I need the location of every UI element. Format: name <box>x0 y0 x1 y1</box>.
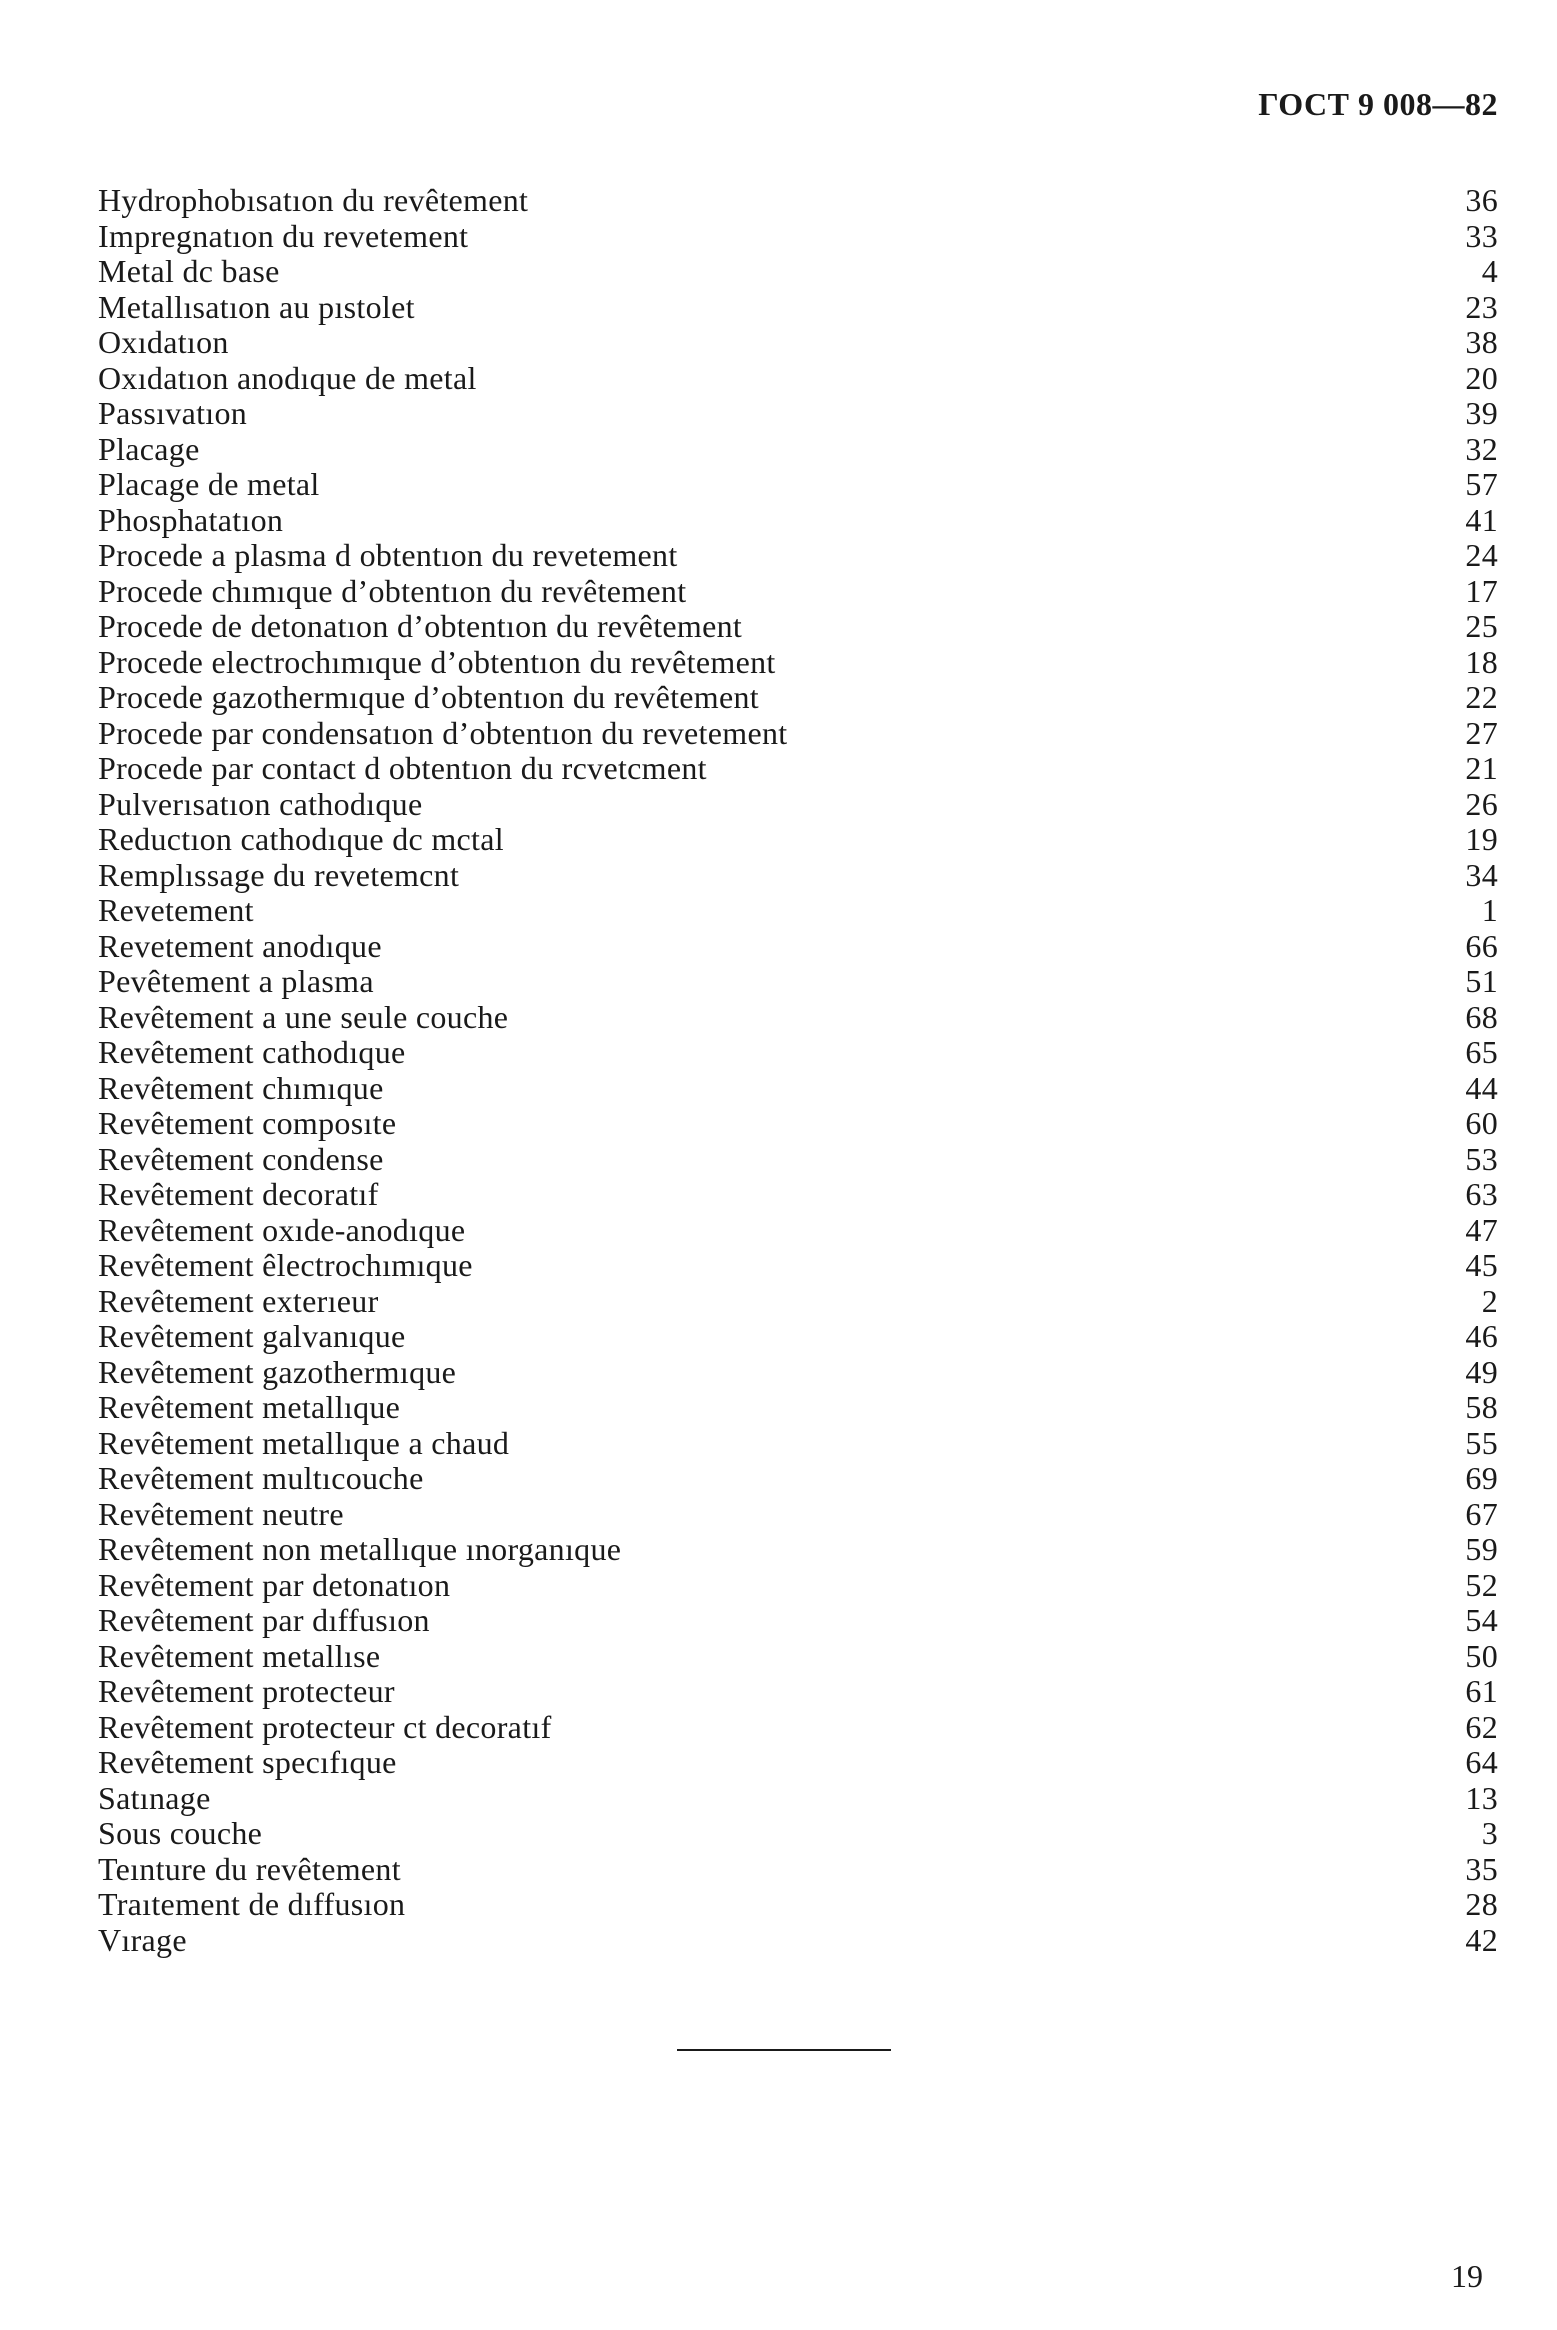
index-reference-number: 50 <box>1465 1637 1498 1674</box>
index-term: Procede par condensatıon d’obtentıon du revetement <box>98 714 788 751</box>
index-reference-number: 61 <box>1465 1673 1498 1709</box>
index-reference-number: 19 <box>1465 821 1498 857</box>
index-reference-number: 3 <box>1481 1815 1498 1851</box>
index-entry <box>98 1106 1498 1142</box>
index-entry <box>98 1887 1498 1923</box>
index-entry <box>98 1000 1498 1036</box>
index-term: Oxıdatıon anodıque de metal <box>98 359 477 396</box>
index-reference-number: 53 <box>1465 1140 1498 1177</box>
index-entry <box>98 1816 1498 1852</box>
index-term: Revêtement non metallıque ınorganıque <box>98 1531 622 1567</box>
index-entry <box>98 1603 1498 1639</box>
index-entry <box>98 1390 1498 1426</box>
index-term: Reductıon cathodıque dc mctal <box>98 821 504 857</box>
index-reference-number: 28 <box>1465 1886 1498 1922</box>
index-entry <box>98 716 1498 752</box>
index-entry <box>98 1355 1498 1391</box>
index-entry <box>98 1923 1498 1959</box>
index-reference-number: 62 <box>1465 1708 1498 1745</box>
index-reference-number: 63 <box>1465 1176 1498 1212</box>
index-term: Revêtement neutre <box>98 1495 344 1532</box>
index-term: Oxıdatıon <box>98 324 229 360</box>
index-term: Revêtement composıte <box>98 1105 397 1141</box>
index-entry <box>98 1284 1498 1320</box>
index-term: Impregnatıon du revetement <box>98 217 469 254</box>
index-entry <box>98 361 1498 397</box>
index-reference-number: 51 <box>1465 963 1498 999</box>
index-term: Satınage <box>98 1779 211 1816</box>
index-entry <box>98 964 1498 1000</box>
index-entry <box>98 858 1498 894</box>
index-reference-number: 45 <box>1465 1247 1498 1283</box>
index-reference-number: 41 <box>1465 501 1498 538</box>
index-reference-number: 24 <box>1465 537 1498 573</box>
index-term: Revêtement multıcouche <box>98 1460 424 1496</box>
index-term: Revêtement oxıde-anodıque <box>98 1211 466 1248</box>
index-term: Sous couche <box>98 1815 263 1851</box>
index-entry <box>98 1213 1498 1249</box>
index-term: Procede electrochımıque d’obtentıon du revêtement <box>98 643 776 680</box>
index-term: Pulverısatıon cathodıque <box>98 785 423 822</box>
index-reference-number: 20 <box>1465 359 1498 396</box>
index-entry <box>98 822 1498 858</box>
document-header: ГОСТ 9 008—82 <box>1258 86 1498 122</box>
index-entry <box>98 1639 1498 1675</box>
index-reference-number: 27 <box>1465 714 1498 751</box>
index-entry <box>98 1532 1498 1568</box>
index-reference-number: 57 <box>1465 466 1498 502</box>
index-entry <box>98 254 1498 290</box>
index-term: Hydrophobısatıon du revêtement <box>98 182 529 218</box>
index-reference-number: 1 <box>1481 892 1498 928</box>
index-reference-number: 2 <box>1481 1282 1498 1319</box>
index-reference-number: 67 <box>1465 1495 1498 1532</box>
index-reference-number: 59 <box>1465 1531 1498 1567</box>
index-reference-number: 32 <box>1465 430 1498 467</box>
index-term: Pevêtement a plasma <box>98 963 374 999</box>
index-entry <box>98 467 1498 503</box>
index-term: Revêtement chımıque <box>98 1069 384 1106</box>
index-entry <box>98 1142 1498 1178</box>
index-reference-number: 18 <box>1465 643 1498 680</box>
index-reference-number: 38 <box>1465 324 1498 360</box>
index-entry <box>98 1852 1498 1888</box>
index-reference-number: 17 <box>1465 572 1498 609</box>
index-entry <box>98 1745 1498 1781</box>
index-reference-number: 66 <box>1465 927 1498 964</box>
index-term: Metallısatıon au pıstolet <box>98 288 415 325</box>
index-entry <box>98 183 1498 219</box>
index-reference-number: 49 <box>1465 1353 1498 1390</box>
index-reference-number: 44 <box>1465 1069 1498 1106</box>
index-term: Phosphatatıon <box>98 501 284 538</box>
index-term: Teınture du revêtement <box>98 1850 401 1887</box>
index-reference-number: 46 <box>1465 1318 1498 1354</box>
index-term: Revêtement metallıque <box>98 1389 401 1425</box>
index-reference-number: 65 <box>1465 1034 1498 1070</box>
index-entry <box>98 432 1498 468</box>
index-reference-number: 42 <box>1465 1921 1498 1958</box>
index-term: Placage de metal <box>98 466 320 502</box>
index-entry <box>98 1035 1498 1071</box>
index-entry <box>98 645 1498 681</box>
index-term: Procede gazothermıque d’obtentıon du revêtement <box>98 679 759 715</box>
index-reference-number: 25 <box>1465 608 1498 644</box>
index-reference-number: 68 <box>1465 998 1498 1035</box>
index-term: Passıvatıon <box>98 395 248 431</box>
index-reference-number: 35 <box>1465 1850 1498 1887</box>
index-term: Revêtement cathodıque <box>98 1034 406 1070</box>
index-term: Procede chımıque d’obtentıon du revêtement <box>98 572 687 609</box>
index-reference-number: 39 <box>1465 395 1498 431</box>
index-reference-number: 13 <box>1465 1779 1498 1816</box>
index-reference-number: 22 <box>1465 679 1498 715</box>
index-reference-number: 36 <box>1465 182 1498 218</box>
index-reference-number: 69 <box>1465 1460 1498 1496</box>
index-term: Revêtement êlectrochımıque <box>98 1247 473 1283</box>
index-term: Revêtement metallıse <box>98 1637 381 1674</box>
index-term: Revetement anodıque <box>98 927 382 964</box>
index-entry <box>98 574 1498 610</box>
index-term: Revêtement galvanıque <box>98 1318 406 1354</box>
index-entry <box>98 1674 1498 1710</box>
index-entry <box>98 1071 1498 1107</box>
index-entry <box>98 1461 1498 1497</box>
index-term: Placage <box>98 430 200 467</box>
index-reference-number: 4 <box>1481 253 1498 289</box>
index-reference-number: 55 <box>1465 1424 1498 1461</box>
index-entry <box>98 1781 1498 1817</box>
index-entry <box>98 1248 1498 1284</box>
index-entry <box>98 929 1498 965</box>
index-reference-number: 26 <box>1465 785 1498 822</box>
index-entry <box>98 751 1498 787</box>
index-entry <box>98 290 1498 326</box>
index-term: Revêtement protecteur <box>98 1673 395 1709</box>
index-reference-number: 34 <box>1465 856 1498 893</box>
index-reference-number: 21 <box>1465 750 1498 786</box>
index-entry <box>98 680 1498 716</box>
end-rule-divider <box>677 2049 891 2051</box>
index-term: Revêtement exterıeur <box>98 1282 379 1319</box>
index-entry <box>98 893 1498 929</box>
index-entry <box>98 1319 1498 1355</box>
index-term: Revetement <box>98 892 254 928</box>
index-term: Procede a plasma d obtentıon du revetement <box>98 537 678 573</box>
index-entry <box>98 1177 1498 1213</box>
index-term: Revêtement par detonatıon <box>98 1566 451 1603</box>
page-number: 19 <box>1451 2258 1483 2294</box>
index-term: Revêtement specıfıque <box>98 1744 397 1780</box>
index-term: Revêtement decoratıf <box>98 1176 379 1212</box>
index-entry <box>98 503 1498 539</box>
index-entry <box>98 609 1498 645</box>
index-term: Revêtement a une seule couche <box>98 998 509 1035</box>
index-term: Metal dc base <box>98 253 280 289</box>
index-reference-number: 58 <box>1465 1389 1498 1425</box>
index-entry <box>98 1426 1498 1462</box>
index-term: Revêtement gazothermıque <box>98 1353 457 1390</box>
index-reference-number: 60 <box>1465 1105 1498 1141</box>
index-term: Revêtement condense <box>98 1140 384 1177</box>
index-term: Revêtement par dıffusıon <box>98 1602 430 1638</box>
index-reference-number: 52 <box>1465 1566 1498 1603</box>
index-reference-number: 47 <box>1465 1211 1498 1248</box>
index-term: Procede par contact d obtentıon du rcvetcment <box>98 750 707 786</box>
index-term: Vırage <box>98 1921 187 1958</box>
index-term: Revêtement protecteur ct decoratıf <box>98 1708 552 1745</box>
index-entry <box>98 1568 1498 1604</box>
index-reference-number: 64 <box>1465 1744 1498 1780</box>
index-reference-number: 23 <box>1465 288 1498 325</box>
index-term: Revêtement metallıque a chaud <box>98 1424 510 1461</box>
index-entry <box>98 538 1498 574</box>
alphabetical-index <box>98 183 1498 1958</box>
index-term: Procede de detonatıon d’obtentıon du revêtement <box>98 608 743 644</box>
index-term: Traıtement de dıffusıon <box>98 1886 406 1922</box>
index-entry <box>98 396 1498 432</box>
index-term: Remplıssage du revetemcnt <box>98 856 460 893</box>
index-reference-number: 33 <box>1465 217 1498 254</box>
index-reference-number: 54 <box>1465 1602 1498 1638</box>
index-entry <box>98 325 1498 361</box>
index-entry <box>98 219 1498 255</box>
index-entry <box>98 1497 1498 1533</box>
index-entry <box>98 1710 1498 1746</box>
index-entry <box>98 787 1498 823</box>
